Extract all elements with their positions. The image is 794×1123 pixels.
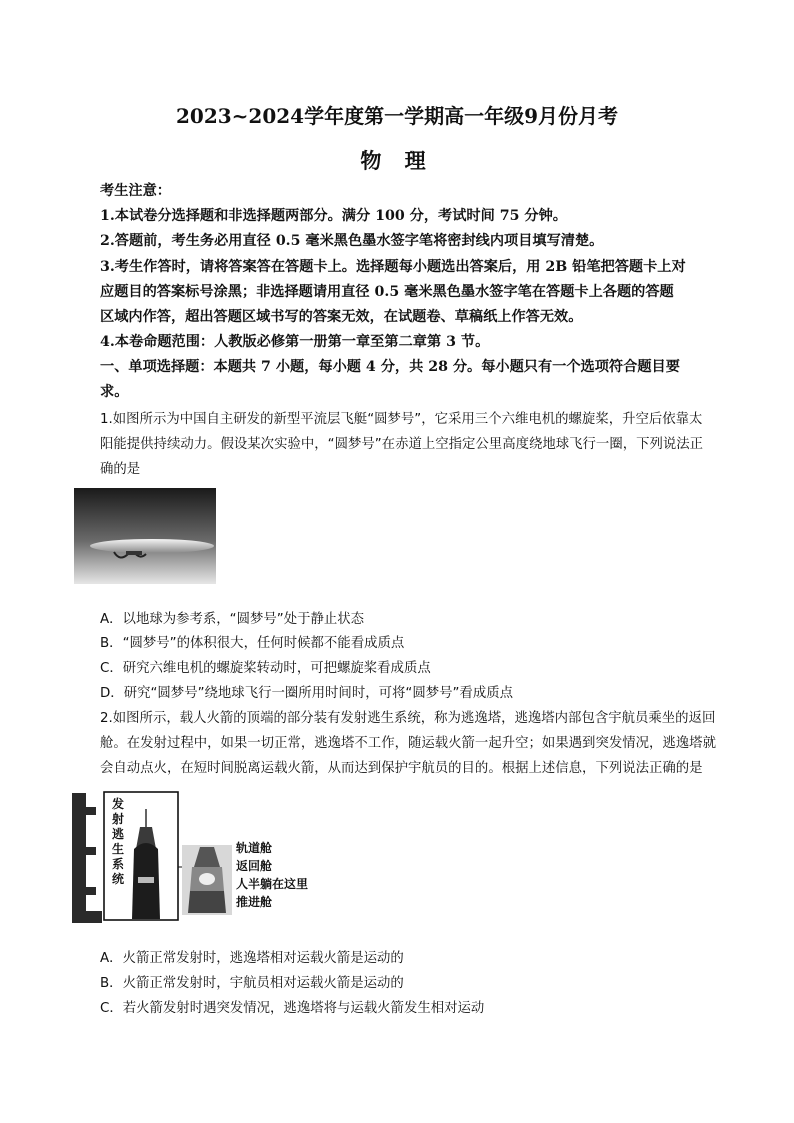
q2-option-c: C．若火箭发射时遇突发情况，逃逸塔将与运载火箭发生相对运动 (100, 1001, 485, 1016)
notice-item: 1.本试卷分选择题和非选择题两部分。满分 100 分，考试时间 75 分钟。 (100, 208, 567, 224)
airship-photo (74, 488, 216, 584)
q2-stem-line: 舱。在发射过程中，如果一切正常，逃逸塔不工作，随运载火箭一起升空；如果遇到突发情况，逃逸塔就 (100, 736, 716, 751)
notice-item: 应题目的答案标号涂黑；非选择题请用直径 0.5 毫米黑色墨水签字笔在答题卡上各题的答题 (100, 284, 674, 300)
notice-item: 区域内作答，超出答题区域书写的答案无效，在试题卷、草稿纸上作答无效。 (100, 309, 583, 325)
exam-title: 2023~2024学年度第一学期高一年级9月份月考 (175, 104, 618, 128)
q1-option-a: A．以地球为参考系，“圆梦号”处于静止状态 (100, 612, 365, 627)
notice-item: 2.答题前，考生务必用直径 0.5 毫米黑色墨水签字笔将密封线内项目填写清楚。 (100, 233, 604, 249)
q1-stem-line: 确的是 (100, 462, 141, 477)
q1-option-b: B．“圆梦号”的体积很大，任何时候都不能看成质点 (100, 636, 405, 651)
notice-item: 3.考生作答时，请将答案答在答题卡上。选择题每小题选出答案后，用 2B 铅笔把答题卡上对 (100, 259, 686, 275)
astronaut-position-label: 人半躺在这里 (236, 877, 309, 891)
notice-heading: 考生注意： (100, 183, 171, 199)
subject-title: 物 理 (360, 148, 434, 173)
label-char: 生 (112, 842, 125, 856)
orbital-module-label: 轨道舱 (236, 841, 273, 855)
rocket-figure-drawing (72, 787, 322, 923)
q2-option-a: A．火箭正常发射时，逃逸塔相对运载火箭是运动的 (100, 951, 404, 966)
label-char: 系 (112, 857, 125, 871)
section-heading-cont: 求。 (100, 384, 129, 400)
return-capsule-label: 返回舱 (236, 859, 273, 873)
propulsion-module-label: 推进舱 (236, 895, 273, 909)
q1-stem-line: 阳能提供持续动力。假设某次实验中，“圆梦号”在赤道上空指定公里高度绕地球飞行一圈，下列说法正 (100, 437, 704, 452)
label-char: 射 (112, 812, 125, 826)
label-char: 统 (112, 872, 125, 886)
q2-stem-line: 2.如图所示，载人火箭的顶端的部分装有发射逃生系统，称为逃逸塔，逃逸塔内部包含宇航员乘坐的返回 (100, 711, 716, 726)
escape-system-label (112, 797, 126, 887)
rocket-figure (72, 787, 322, 923)
section-heading: 一、单项选择题：本题共 7 小题，每小题 4 分，共 28 分。每小题只有一个选项符合题目要 (100, 359, 680, 375)
q1-option-c: C．研究六维电机的螺旋桨转动时，可把螺旋桨看成质点 (100, 661, 431, 676)
q1-stem-line: 1.如图所示为中国自主研发的新型平流层飞艇“圆梦号”，它采用三个六维电机的螺旋桨，升空后依靠太 (100, 412, 703, 427)
notice-item: 4.本卷命题范围：人教版必修第一册第一章至第二章第 3 节。 (100, 334, 490, 350)
label-char: 发 (112, 797, 125, 811)
label-char: 逃 (112, 827, 125, 841)
q1-option-d: D．研究“圆梦号”绕地球飞行一圈所用时间时，可将“圆梦号”看成质点 (100, 686, 513, 701)
q2-stem-line: 会自动点火，在短时间脱离运载火箭，从而达到保护宇航员的目的。根据上述信息，下列说法正确的是 (100, 761, 703, 776)
q2-option-b: B．火箭正常发射时，宇航员相对运载火箭是运动的 (100, 976, 404, 991)
